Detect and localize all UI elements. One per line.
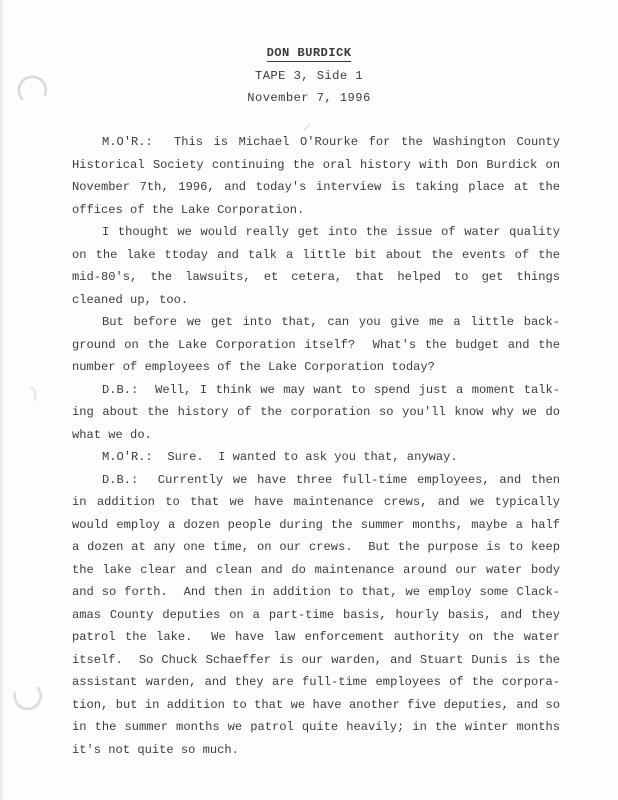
binder-hole-mark-middle (31, 387, 36, 400)
transcript-line: what we do. (72, 427, 152, 442)
transcript-line: D.B.: Well, I think we may want to spend just a moment talk- (102, 382, 560, 397)
transcript-line: the lake clear and clean and do maintenance around our water body (72, 562, 560, 577)
binder-hole-mark-bottom (15, 688, 41, 709)
transcript-line: ground on the Lake Corporation itself? What's the budget and the (72, 337, 560, 352)
transcript-line: D.B.: Currently we have three full-time employees, and then (102, 472, 560, 487)
paragraph (72, 311, 560, 379)
page-title (0, 42, 618, 65)
transcript-line: amas County deputies on a part-time basis, hourly basis, and they (72, 607, 560, 622)
transcript-line: it's not quite so much. (72, 742, 239, 757)
transcript-line: But before we get into that, can you give me a little back- (102, 315, 560, 329)
transcript-line: November 7th, 1996, and today's interview is taking place at the (72, 180, 560, 194)
paragraph (72, 221, 560, 311)
scan-edge-shadow (0, 0, 5, 800)
transcript-line: M.O'R.: This is Michael O'Rourke for the Washington County (102, 135, 560, 149)
tape-label: TAPE 3, Side 1 (255, 68, 363, 83)
transcript-line: a dozen at any one time, on our crews. But the purpose is to keep (72, 540, 560, 554)
transcript-line: itself. So Chuck Schaeffer is our warden, and Stuart Dunis is the (72, 652, 560, 667)
paragraph (72, 379, 560, 447)
transcript-line: Historical Society continuing the oral history with Don Burdick on (72, 157, 560, 172)
transcript-body (72, 131, 560, 761)
transcript-line: would employ a dozen people during the summer months, maybe a half (72, 517, 560, 532)
page-title-text: DON BURDICK (266, 46, 352, 60)
transcript-line: in addition to that we have maintenance crews, and we typically (72, 495, 560, 509)
paragraph (72, 469, 560, 762)
transcript-line: assistant warden, and they are full-time employees of the corpora- (72, 675, 560, 689)
transcript-line: number of employees of the Lake Corporation today? (72, 360, 435, 374)
transcript-line: M.O'R.: Sure. I wanted to ask you that, anyway. (102, 450, 458, 464)
transcript-header (0, 42, 618, 110)
transcript-line: and so forth. And then in addition to that, we employ some Clack- (72, 585, 560, 599)
paragraph (72, 446, 560, 469)
transcript-line: offices of the Lake Corporation. (72, 202, 305, 217)
stray-accent-mark (304, 125, 309, 130)
transcript-line: ing about the history of the corporation so you'll know why we do (72, 405, 560, 419)
transcript-line: cleaned up, too. (72, 292, 189, 307)
paragraph (72, 131, 560, 221)
transcript-line: patrol the lake. We have law enforcement authority on the water (72, 630, 560, 644)
transcript-line: on the lake ttoday and talk a little bit about the events of the (72, 247, 560, 262)
date-label: November 7, 1996 (247, 91, 371, 105)
transcript-line: I thought we would really get into the issue of water quality (102, 225, 560, 239)
transcript-line: mid-80's, the lawsuits, et cetera, that helped to get things (72, 270, 560, 284)
transcript-line: in the summer months we patrol quite heavily; in the winter months (72, 720, 560, 734)
transcript-line: tion, but in addition to that we have another five deputies, and so (72, 697, 560, 712)
